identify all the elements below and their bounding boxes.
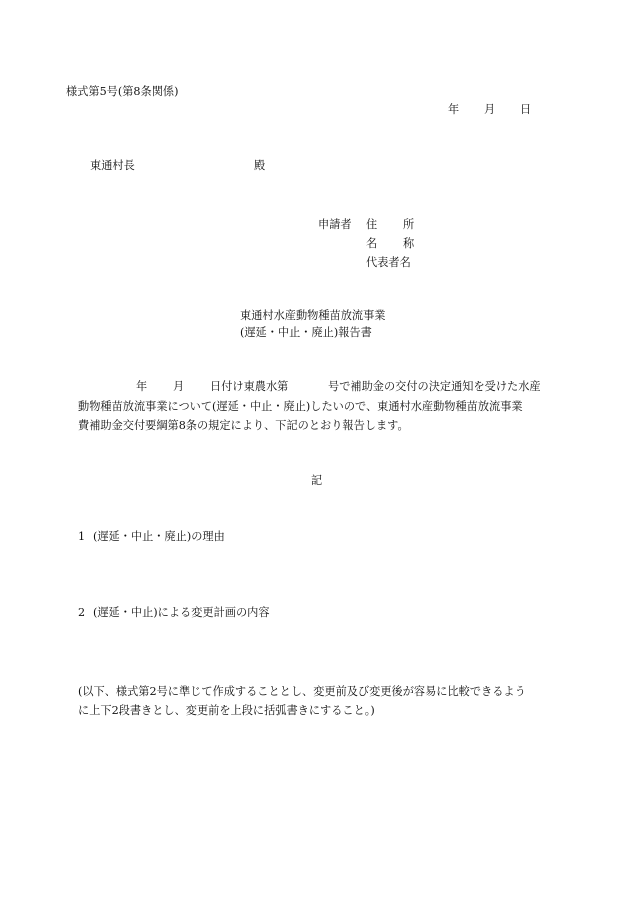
addressee-name: 東通村長 bbox=[90, 159, 135, 172]
applicant-address-label-b: 所 bbox=[403, 218, 415, 231]
note-line2: に上下2段書きとし、変更前を上段に括弧書きにすること。) bbox=[78, 704, 375, 717]
applicant-label: 申請者 bbox=[318, 218, 352, 231]
applicant-name-label-b: 称 bbox=[403, 237, 415, 250]
item-1-text: (遅延・中止・廃止)の理由 bbox=[93, 530, 225, 543]
addressee-honorific: 殿 bbox=[254, 159, 266, 172]
document-title-line2: (遅延・中止・廃止)報告書 bbox=[240, 326, 372, 339]
item-2-number: 2 bbox=[78, 606, 86, 619]
applicant-address-label-a: 住 bbox=[366, 218, 378, 231]
note-line1: (以下、様式第2号に準じて作成することとし、変更前及び変更後が容易に比較できるよう bbox=[78, 685, 526, 698]
body-line1-rest: 号で補助金の交付の決定通知を受けた水産 bbox=[328, 380, 541, 393]
date-month-label: 月 bbox=[484, 103, 496, 116]
document-title-line1: 東通村水産動物種苗放流事業 bbox=[240, 309, 386, 322]
body-day-ref: 日付け東農水第 bbox=[210, 380, 289, 393]
date-year-label: 年 bbox=[448, 103, 460, 116]
item-1-number: 1 bbox=[78, 530, 86, 543]
body-line3: 費補助金交付要綱第8条の規定により、下記のとおり報告します。 bbox=[78, 419, 409, 432]
form-number: 様式第5号(第8条関係) bbox=[66, 85, 179, 98]
date-day-label: 日 bbox=[520, 103, 532, 116]
applicant-name-label-a: 名 bbox=[366, 237, 378, 250]
item-2-text: (遅延・中止)による変更計画の内容 bbox=[93, 606, 270, 619]
applicant-representative-label: 代表者名 bbox=[366, 256, 411, 269]
body-year-label: 年 bbox=[136, 380, 148, 393]
body-line2: 動物種苗放流事業について(遅延・中止・廃止)したいので、東通村水産動物種苗放流事業 bbox=[78, 400, 523, 413]
record-mark: 記 bbox=[311, 474, 323, 487]
body-month-label: 月 bbox=[173, 380, 185, 393]
